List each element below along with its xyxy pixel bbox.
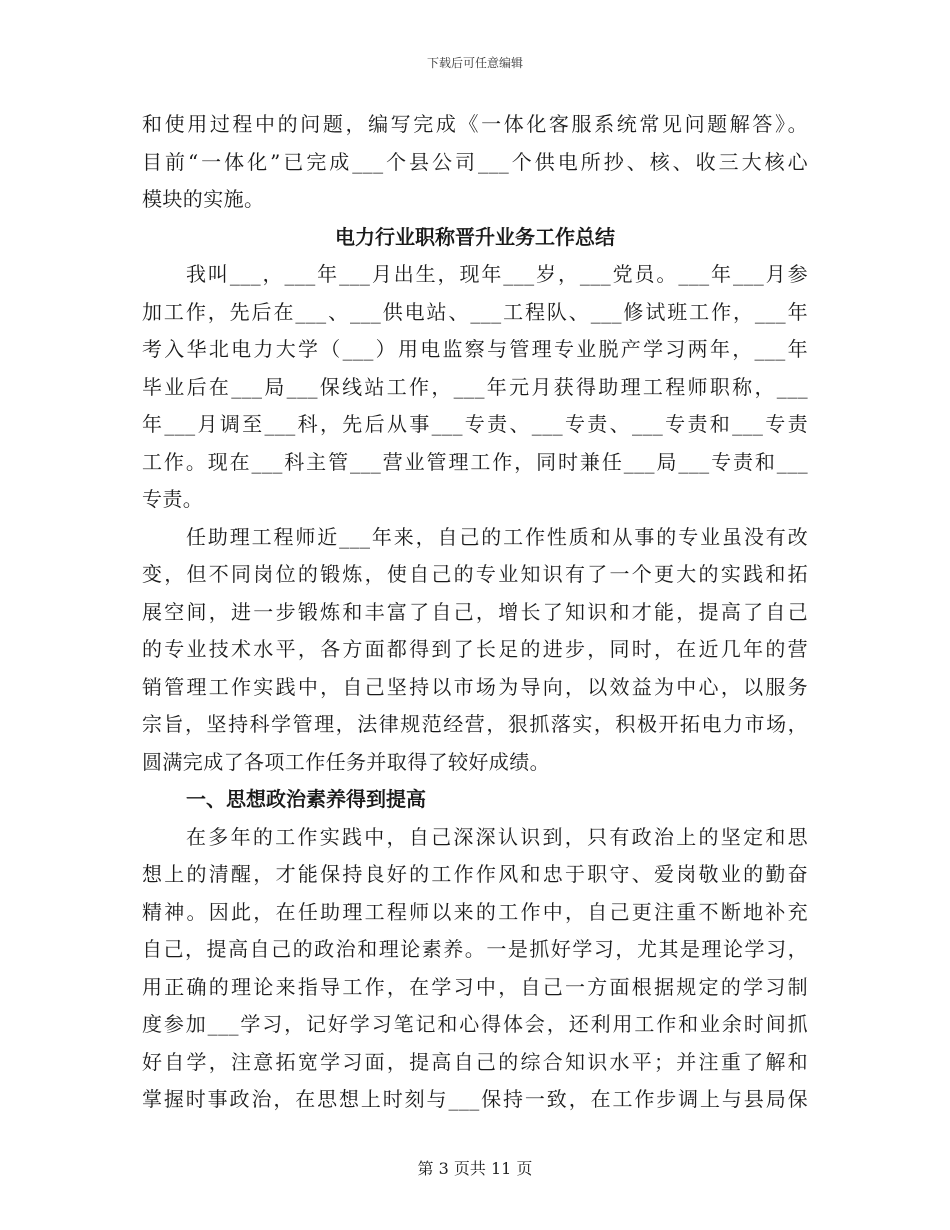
text-line: 宗旨，坚持科学管理，法律规范经营，狠抓落实，积极开拓电力市场，	[142, 712, 808, 736]
text-line: 变，但不同岗位的锻炼，使自己的专业知识有了一个更大的实践和拓	[142, 562, 808, 586]
text-line: 和使用过程中的问题，编写完成《一体化客服系统常见问题解答》。	[142, 112, 808, 136]
paragraph-personal-info	[142, 256, 808, 519]
text-line: 想上的清醒，才能保持良好的工作作风和忠于职守、爱岗敬业的勤奋	[142, 862, 808, 886]
text-line: 精神。因此，在任助理工程师以来的工作中，自己更注重不断地补充	[142, 899, 808, 924]
page-header-note: 下载后可任意编辑	[426, 56, 523, 70]
text-line: 用正确的理论来指导工作，在学习中，自己一方面根据规定的学习制	[142, 974, 808, 999]
paragraph-summary	[142, 519, 808, 782]
text-line: 年___月调至___科，先后从事___专责、___专责、___专责和___专责	[142, 412, 808, 436]
document-title: 电力行业职称晋升业务工作总结	[335, 224, 615, 249]
text-line: 销管理工作实践中，自己坚持以市场为导向，以效益为中心，以服务	[142, 674, 808, 699]
text-line: 好自学，注意拓宽学习面，提高自己的综合知识水平；并注重了解和	[142, 1049, 808, 1074]
text-line: 专责。	[142, 487, 204, 511]
text-line: 毕业后在___局___保线站工作，___年元月获得助理工程师职称，___	[142, 374, 808, 399]
text-line: 度参加___学习，记好学习笔记和心得体会，还利用工作和业余时间抓	[142, 1012, 808, 1036]
text-line: 在多年的工作实践中，自己深深认识到，只有政治上的坚定和思	[186, 824, 808, 849]
text-line: 展空间，进一步锻炼和丰富了自己，增长了知识和才能，提高了自己	[142, 599, 808, 624]
text-line: 圆满完成了各项工作任务并取得了较好成绩。	[142, 749, 550, 774]
text-line: 考入华北电力大学（___）用电监察与管理专业脱产学习两年，___年	[142, 337, 808, 361]
intro-paragraph	[142, 106, 808, 219]
text-line: 目前“一体化”已完成___个县公司___个供电所抄、核、收三大核心	[142, 149, 808, 174]
paragraph-political	[142, 819, 808, 1119]
text-line: 的专业技术水平，各方面都得到了长足的进步，同时，在近几年的营	[142, 637, 808, 661]
document-body	[142, 106, 808, 1119]
text-line: 工作。现在___科主管___营业管理工作，同时兼任___局___专责和___	[142, 449, 808, 474]
text-line: 任助理工程师近___年来，自己的工作性质和从事的专业虽没有改	[186, 524, 808, 549]
section-heading: 一、思想政治素养得到提高	[186, 787, 426, 811]
text-line: 模块的实施。	[142, 187, 265, 211]
text-line: 我叫___，___年___月出生，现年___岁，___党员。___年___月参	[186, 262, 808, 286]
text-line: 自己，提高自己的政治和理论素养。一是抓好学习，尤其是理论学习，	[142, 937, 808, 961]
page-number-footer: 第 3 页共 11 页	[417, 1159, 533, 1178]
text-line: 加工作，先后在___、___供电站、___工程队、___修试班工作，___年	[142, 299, 808, 324]
text-line: 掌握时事政治，在思想上时刻与___保持一致，在工作步调上与县局保	[142, 1087, 808, 1111]
